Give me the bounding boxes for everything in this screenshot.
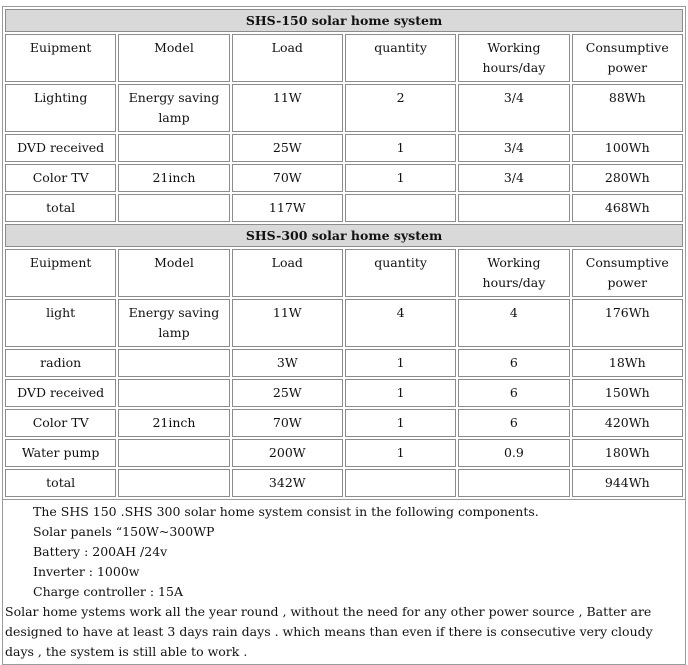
cell-equipment: light (5, 299, 116, 347)
column-header-consumptive-power: Consumptive power (572, 34, 683, 82)
cell-consumptive-power: 944Wh (572, 469, 683, 497)
table-row (5, 164, 683, 192)
cell-load: 25W (232, 379, 343, 407)
cell-consumptive-power: 180Wh (572, 439, 683, 467)
cell-load: 3W (232, 349, 343, 377)
cell-load: 70W (232, 164, 343, 192)
total-row (5, 194, 683, 222)
column-header-quantity: quantity (345, 249, 456, 297)
cell-equipment: Color TV (5, 409, 116, 437)
cell-consumptive-power: 420Wh (572, 409, 683, 437)
table-row (5, 409, 683, 437)
cell-model (118, 349, 229, 377)
cell-equipment: DVD received (5, 379, 116, 407)
column-header-load: Load (232, 249, 343, 297)
notes-paragraph-line: designed to have at least 3 days rain days . which means than even if there is consecutive very cloudy (5, 624, 653, 639)
cell-consumptive-power: 176Wh (572, 299, 683, 347)
cell-model: Energy saving lamp (118, 299, 229, 347)
cell-quantity: 1 (345, 439, 456, 467)
cell-load: 25W (232, 134, 343, 162)
column-header-working-hours: Working hours/day (458, 34, 569, 82)
cell-consumptive-power: 150Wh (572, 379, 683, 407)
cell-model (118, 379, 229, 407)
cell-consumptive-power: 280Wh (572, 164, 683, 192)
table-row (5, 439, 683, 467)
total-row (5, 469, 683, 497)
cell-model: 21inch (118, 164, 229, 192)
cell-load: 117W (232, 194, 343, 222)
cell-quantity: 1 (345, 164, 456, 192)
components-notes (2, 499, 686, 665)
cell-working-hours: 6 (458, 349, 569, 377)
column-header-model: Model (118, 249, 229, 297)
cell-model (118, 469, 229, 497)
column-header-load: Load (232, 34, 343, 82)
cell-load: 200W (232, 439, 343, 467)
notes-paragraph-line: days , the system is still able to work . (5, 644, 248, 659)
component-solar-panels: Solar panels “150W~300WP (33, 524, 215, 539)
column-header-model: Model (118, 34, 229, 82)
cell-quantity: 1 (345, 134, 456, 162)
cell-working-hours: 0.9 (458, 439, 569, 467)
table-row (5, 379, 683, 407)
cell-model: Energy saving lamp (118, 84, 229, 132)
cell-quantity: 1 (345, 349, 456, 377)
cell-consumptive-power: 18Wh (572, 349, 683, 377)
cell-equipment: total (5, 194, 116, 222)
document (2, 6, 686, 665)
table-title: SHS-150 solar home system (5, 9, 683, 32)
cell-working-hours: 6 (458, 409, 569, 437)
table-row (5, 134, 683, 162)
cell-working-hours: 3/4 (458, 164, 569, 192)
cell-model: 21inch (118, 409, 229, 437)
cell-quantity: 4 (345, 299, 456, 347)
column-header-working-hours: Working hours/day (458, 249, 569, 297)
cell-quantity (345, 469, 456, 497)
table-title: SHS-300 solar home system (5, 224, 683, 247)
column-header-consumptive-power: Consumptive power (572, 249, 683, 297)
cell-consumptive-power: 100Wh (572, 134, 683, 162)
cell-consumptive-power: 88Wh (572, 84, 683, 132)
table-row (5, 299, 683, 347)
cell-model (118, 439, 229, 467)
cell-working-hours (458, 469, 569, 497)
cell-equipment: Color TV (5, 164, 116, 192)
cell-model (118, 194, 229, 222)
cell-working-hours (458, 194, 569, 222)
cell-load: 11W (232, 84, 343, 132)
column-header-quantity: quantity (345, 34, 456, 82)
cell-load: 342W (232, 469, 343, 497)
cell-working-hours: 3/4 (458, 84, 569, 132)
cell-consumptive-power: 468Wh (572, 194, 683, 222)
solar-systems-table (2, 6, 686, 500)
table-row (5, 349, 683, 377)
cell-load: 70W (232, 409, 343, 437)
cell-load: 11W (232, 299, 343, 347)
table-header-row (5, 249, 683, 297)
cell-equipment: total (5, 469, 116, 497)
cell-model (118, 134, 229, 162)
cell-equipment: radion (5, 349, 116, 377)
cell-equipment: Water pump (5, 439, 116, 467)
cell-working-hours: 4 (458, 299, 569, 347)
cell-equipment: DVD received (5, 134, 116, 162)
notes-intro: The SHS 150 .SHS 300 solar home system consist in the following components. (33, 504, 539, 519)
column-header-equipment: Euipment (5, 34, 116, 82)
cell-quantity: 1 (345, 379, 456, 407)
notes-paragraph-line: Solar home ystems work all the year round , without the need for any other power source , Batter are (5, 604, 652, 619)
cell-quantity (345, 194, 456, 222)
component-battery: Battery : 200AH /24v (33, 544, 168, 559)
cell-quantity: 2 (345, 84, 456, 132)
cell-working-hours: 3/4 (458, 134, 569, 162)
cell-equipment: Lighting (5, 84, 116, 132)
table-header-row (5, 34, 683, 82)
component-inverter: Inverter : 1000w (33, 564, 140, 579)
component-charge-controller: Charge controller : 15A (33, 584, 183, 599)
column-header-equipment: Euipment (5, 249, 116, 297)
cell-working-hours: 6 (458, 379, 569, 407)
cell-quantity: 1 (345, 409, 456, 437)
table-row (5, 84, 683, 132)
